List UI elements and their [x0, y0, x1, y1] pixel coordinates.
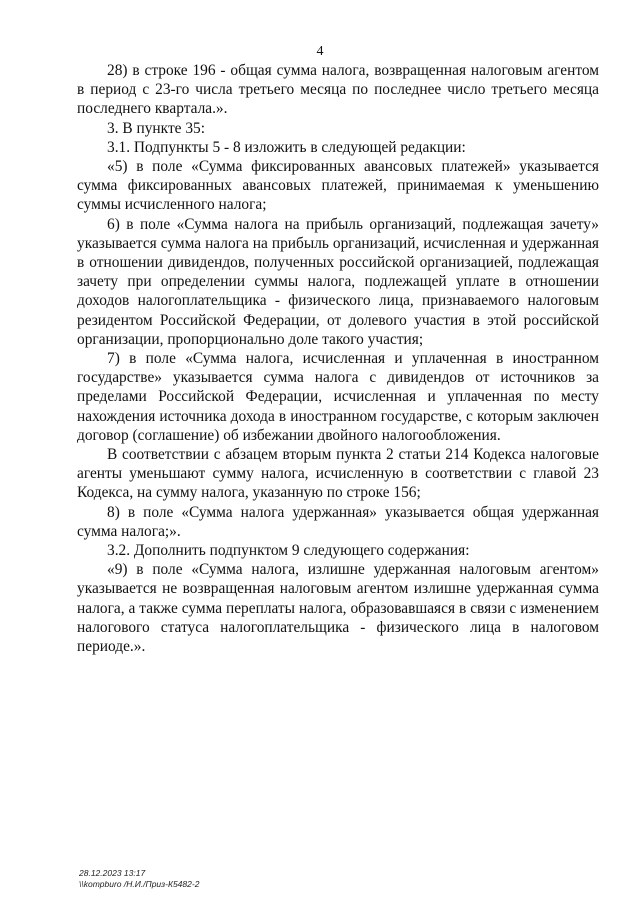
document-body: [77, 61, 599, 656]
page-number: 4: [316, 44, 324, 59]
paragraph-point-3: 3. В пункте 35:: [107, 119, 206, 137]
footer-file-path: \\kompburo /Н.И./Приз-К5482-2: [79, 879, 200, 889]
paragraph-point-3-1: 3.1. Подпункты 5 - 8 изложить в следующей редакции:: [107, 138, 466, 156]
document-footer: [79, 868, 199, 890]
paragraph-subpoint-28: 28) в строке 196 - общая сумма налога, возвращенная налоговым агентом в период с 23-го числа третьего месяца по последнее число третьего месяца последнего квартала.».: [77, 62, 599, 118]
paragraph-point-3-2: 3.2. Дополнить подпунктом 9 следующего содержания:: [107, 542, 470, 560]
paragraph-subpoint-6: 6) в поле «Сумма налога на прибыль организаций, подлежащая зачету» указывается сумма налога на прибыль организаций, исчисленная и удержанная в отношении дивидендов, полученных российской организацией, подлежащая зачету при определении суммы налога, подлежащей уплате в отношении доходов налогоплательщика - физического лица, признаваемого налоговым резидентом Российской Федерации, от долевого участия в этой российской организации, пропорционально доле такого участия;: [77, 215, 599, 348]
paragraph-subpoint-9: «9) в поле «Сумма налога, излишне удержанная налоговым агентом» указывается не возвращенная налоговым агентом излишне удержанная сумма налога, а также сумма переплаты налога, образовавшаяся в связи с изменением налогового статуса налогоплательщика - физического лица в налоговом периоде.».: [77, 561, 599, 656]
paragraph-article-214: В соответствии с абзацем вторым пункта 2 статьи 214 Кодекса налоговые агенты уменьшают сумму налога, исчисленную в соответствии с главой 23 Кодекса, на сумму налога, указанную по строке 156;: [77, 446, 599, 502]
paragraph-subpoint-7: 7) в поле «Сумма налога, исчисленная и уплаченная в иностранном государстве» указывается сумма налога с дивидендов от источников за пределами Российской Федерации, исчисленная и уплаченная по месту нахождения источника дохода в иностранном государстве, с которым заключен договор (соглашение) об избежании двойного налогообложения.: [77, 350, 599, 444]
footer-datetime: 28.12.2023 13:17: [79, 868, 146, 878]
paragraph-subpoint-5: «5) в поле «Сумма фиксированных авансовых платежей» указывается сумма фиксированных авансовых платежей, принимаемая к уменьшению суммы исчисленного налога;: [77, 158, 599, 214]
paragraph-subpoint-8: 8) в поле «Сумма налога удержанная» указывается общая удержанная сумма налога;».: [77, 503, 599, 540]
